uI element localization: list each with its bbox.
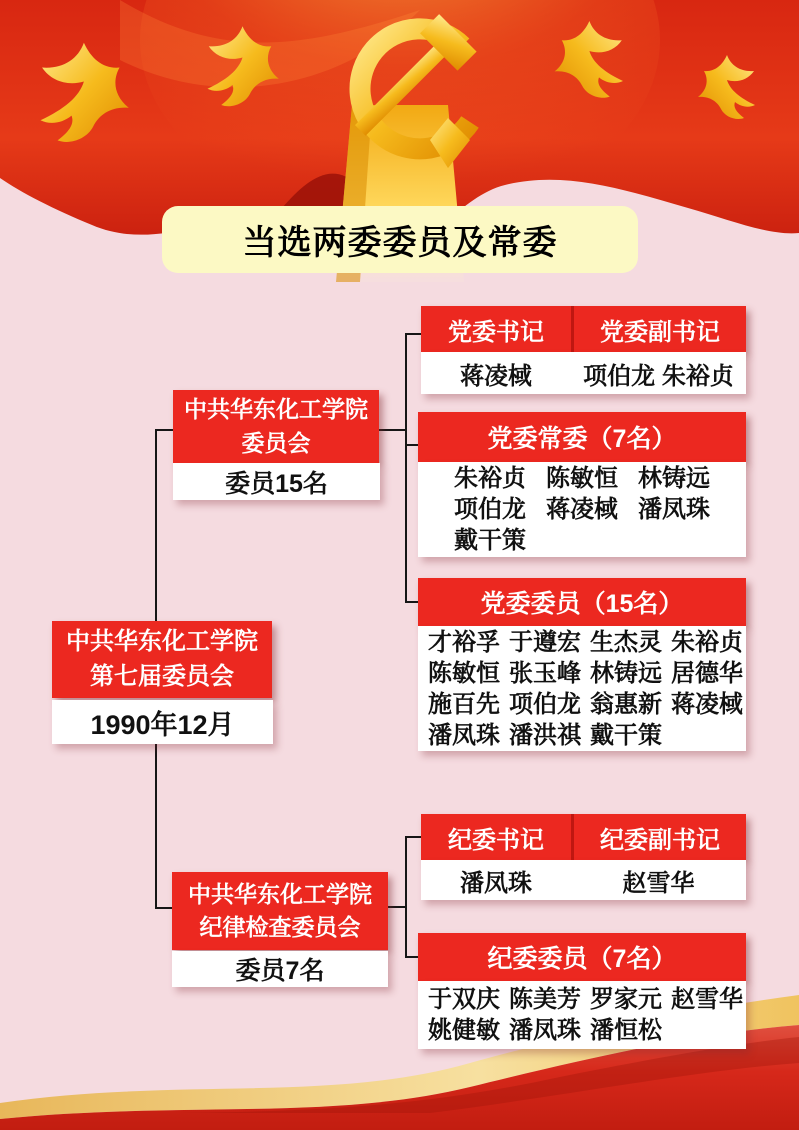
party-members-names (418, 626, 746, 751)
discipline-node-line1: 中共华东化工学院 (188, 880, 372, 907)
connector-line (379, 429, 406, 431)
member-name: 项伯龙 (509, 690, 581, 718)
member-name: 于遵宏 (509, 628, 581, 656)
page-title: 当选两委委员及常委 (162, 206, 638, 273)
member-name: 才裕孚 (428, 628, 500, 656)
member-name: 林铸远 (590, 659, 662, 687)
party-members-header: 党委委员（15名） (418, 578, 746, 626)
member-name: 陈敏恒 (428, 659, 500, 687)
discipline-members-header: 纪委委员（7名） (418, 933, 746, 981)
member-name: 翁惠新 (590, 690, 662, 718)
names-row (418, 689, 746, 720)
party-secretary-header: 党委书记 (421, 306, 571, 352)
party-secretary-name: 蒋凌棫 (460, 362, 532, 390)
connector-line (405, 333, 422, 335)
connector-line (405, 837, 407, 958)
connector-line (405, 956, 419, 958)
names-row (418, 984, 746, 1015)
connector-line (155, 744, 157, 909)
connector-line (155, 907, 173, 909)
connector-line (405, 836, 422, 838)
party-secretary-name-row (421, 352, 746, 394)
member-name: 戴干策 (454, 527, 526, 554)
member-name: 戴干策 (590, 721, 662, 749)
member-name: 朱裕贞 (454, 465, 526, 492)
connector-line (155, 429, 174, 431)
names-row (418, 525, 746, 556)
discipline-deputy-header: 纪委副书记 (571, 814, 746, 860)
member-name: 姚健敏 (428, 1017, 500, 1044)
connector-line (405, 333, 407, 603)
discipline-node-count: 委员7名 (172, 951, 388, 987)
discipline-secretary-name-row (421, 860, 746, 900)
names-row (418, 627, 746, 658)
connector-line (388, 906, 406, 908)
member-name: 居德华 (671, 659, 743, 687)
connector-line (155, 430, 157, 622)
member-name: 潘凤珠 (428, 721, 500, 749)
member-name: 项伯龙 (454, 496, 526, 523)
member-name: 潘洪祺 (509, 721, 581, 749)
member-name: 潘凤珠 (509, 1017, 581, 1044)
member-name: 于双庆 (428, 986, 500, 1013)
member-name: 赵雪华 (671, 986, 743, 1013)
discipline-secretary-name: 潘凤珠 (460, 869, 532, 897)
party-node-count: 委员15名 (173, 463, 380, 500)
member-name: 施百先 (428, 690, 500, 718)
discipline-committee-node (172, 872, 388, 950)
member-name: 生杰灵 (590, 628, 662, 656)
party-committee-node (173, 390, 379, 463)
discipline-members-names (418, 981, 746, 1049)
party-node-line1: 中共华东化工学院 (184, 396, 368, 423)
discipline-node-line2: 纪律检查委员会 (199, 914, 361, 940)
member-name: 潘凤珠 (638, 496, 710, 523)
connector-line (405, 444, 419, 446)
root-node (52, 621, 272, 698)
root-node-line1: 中共华东化工学院 (66, 627, 258, 655)
member-name: 潘恒松 (590, 1017, 662, 1044)
root-node-line2: 第七届委员会 (90, 662, 234, 690)
root-node-date: 1990年12月 (52, 700, 273, 744)
party-standing-names (418, 462, 746, 557)
party-deputy-names: 项伯龙 朱裕贞 (583, 362, 734, 390)
member-name: 林铸远 (638, 465, 710, 492)
party-node-line2: 委员会 (241, 429, 311, 456)
party-standing-header: 党委常委（7名） (418, 412, 746, 462)
connector-line (405, 601, 419, 603)
names-row (418, 658, 746, 689)
party-secretary-header-row (421, 306, 746, 352)
member-name: 陈敏恒 (546, 465, 618, 492)
member-name: 朱裕贞 (671, 628, 743, 656)
member-name: 罗家元 (590, 986, 662, 1013)
party-deputy-header: 党委副书记 (571, 306, 746, 352)
member-name: 蒋凌棫 (671, 690, 743, 718)
member-name: 张玉峰 (509, 659, 581, 687)
member-name: 陈美芳 (509, 986, 581, 1013)
discipline-secretary-header: 纪委书记 (421, 814, 571, 860)
names-row (418, 720, 746, 751)
names-row (418, 1015, 746, 1046)
names-row (418, 463, 746, 494)
discipline-secretary-header-row (421, 814, 746, 860)
names-row (418, 494, 746, 525)
discipline-deputy-name: 赵雪华 (622, 869, 695, 897)
member-name: 蒋凌棫 (546, 496, 618, 523)
